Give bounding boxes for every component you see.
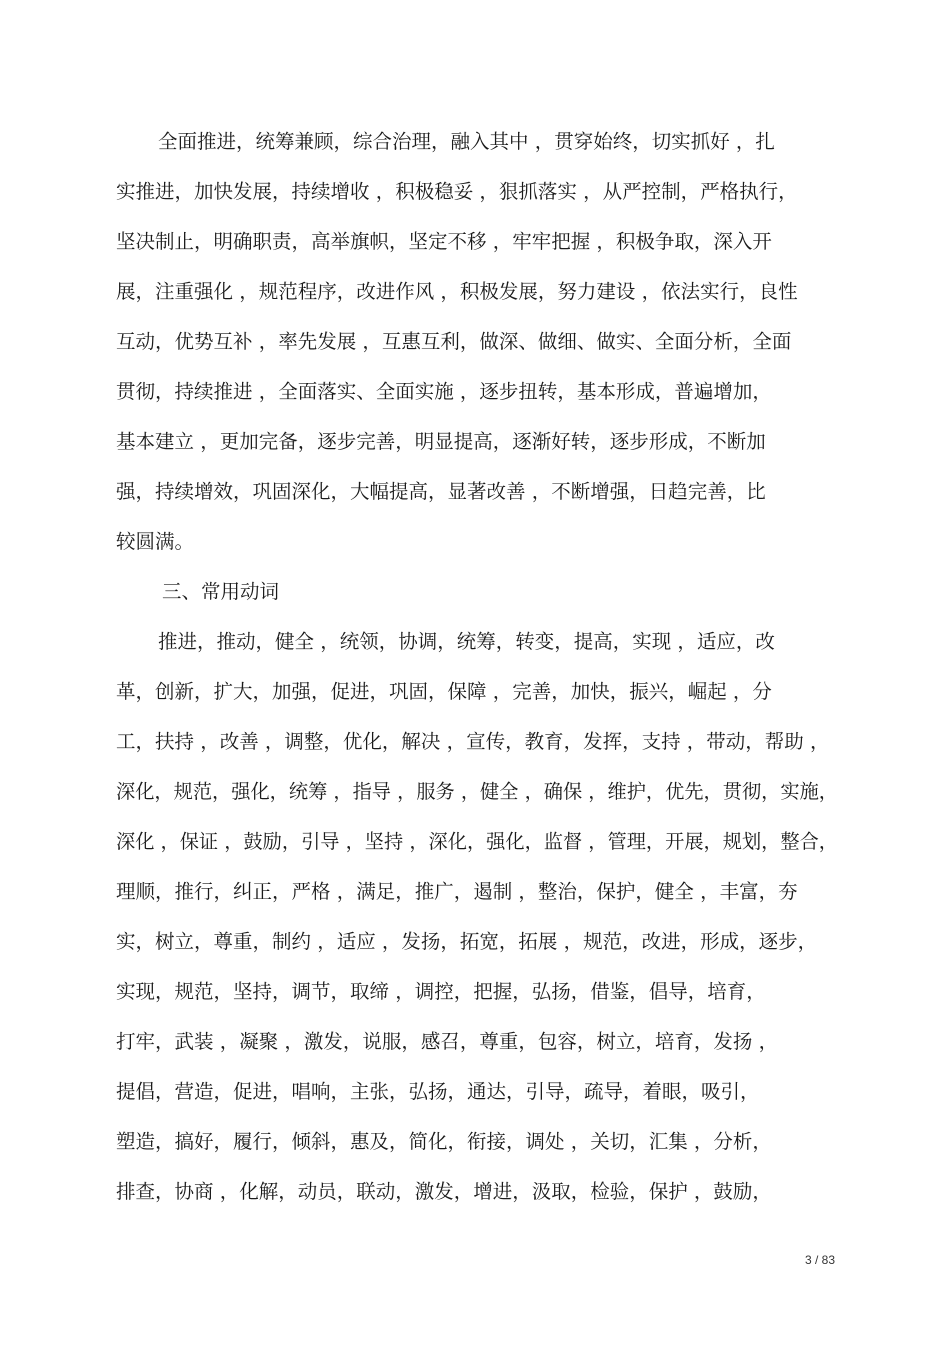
text-line: 推进，推动，健全 ，统领，协调，统筹，转变，提高，实现 ，适应，改 [158,630,775,653]
text-line: 基本建立 ，更加完备，逐步完善，明显提高，逐渐好转，逐步形成，不断加 [116,430,766,453]
text-line: 实推进，加快发展，持续增收 ，积极稳妥 ，狠抓落实 ，从严控制，严格执行， [116,180,798,203]
text-line: 坚决制止，明确职责，高举旗帜，坚定不移 ，牢牢把握 ，积极争取，深入开 [116,230,772,253]
text-line: 排查，协商 ，化解，动员，联动，激发，增进，汲取，检验，保护 ，鼓励， [116,1180,772,1203]
text-line: 提倡，营造，促进，唱响，主张，弘扬，通达，引导，疏导，着眼，吸引， [116,1080,760,1103]
text-line: 较圆满。 [116,530,195,553]
text-line: 塑造，搞好，履行，倾斜，惠及，简化，衔接，调处 ，关切，汇集 ，分析， [116,1130,772,1153]
text-line: 互动，优势互补 ，率先发展 ，互惠互利，做深、做细、做实、全面分析，全面 [116,330,792,353]
text-line: 深化，规范，强化，统筹 ，指导 ，服务 ，健全 ，确保 ，维护，优先，贯彻，实施， [116,780,839,803]
text-line: 实，树立，尊重，制约 ，适应 ，发扬，拓宽，拓展 ，规范，改进，形成，逐步， [116,930,818,953]
text-line: 展，注重强化 ，规范程序，改进作风 ，积极发展，努力建设 ，依法实行，良性 [116,280,798,303]
text-line: 工，扶持 ，改善 ，调整，优化，解决 ，宣传，教育，发挥，支持 ，带动，帮助 ， [116,730,830,753]
text-line: 贯彻，持续推进 ，全面落实、全面实施 ，逐步扭转，基本形成，普遍增加， [116,380,772,403]
text-line: 强，持续增效，巩固深化，大幅提高，显著改善 ，不断增强，日趋完善，比 [116,480,766,503]
text-line: 打牢，武装 ，凝聚 ，激发，说服，感召，尊重，包容，树立，培育，发扬 ， [116,1030,779,1053]
text-line: 理顺，推行，纠正，严格 ，满足，推广，遏制 ，整治，保护，健全 ，丰富，夯 [116,880,798,903]
section-heading: 三、常用动词 [162,580,280,603]
text-line: 全面推进，统筹兼顾，综合治理，融入其中 ，贯穿始终，切实抓好 ，扎 [158,130,775,153]
text-line: 实现，规范，坚持，调节，取缔 ，调控，把握，弘扬，借鉴，倡导，培育， [116,980,766,1003]
page-number: 3 / 83 [804,1253,835,1267]
text-line: 深化 ，保证 ，鼓励，引导 ，坚持 ，深化，强化，监督 ，管理，开展，规划，整合， [116,830,839,853]
text-line: 革，创新，扩大，加强，促进，巩固，保障 ，完善，加快，振兴，崛起 ，分 [116,680,772,703]
